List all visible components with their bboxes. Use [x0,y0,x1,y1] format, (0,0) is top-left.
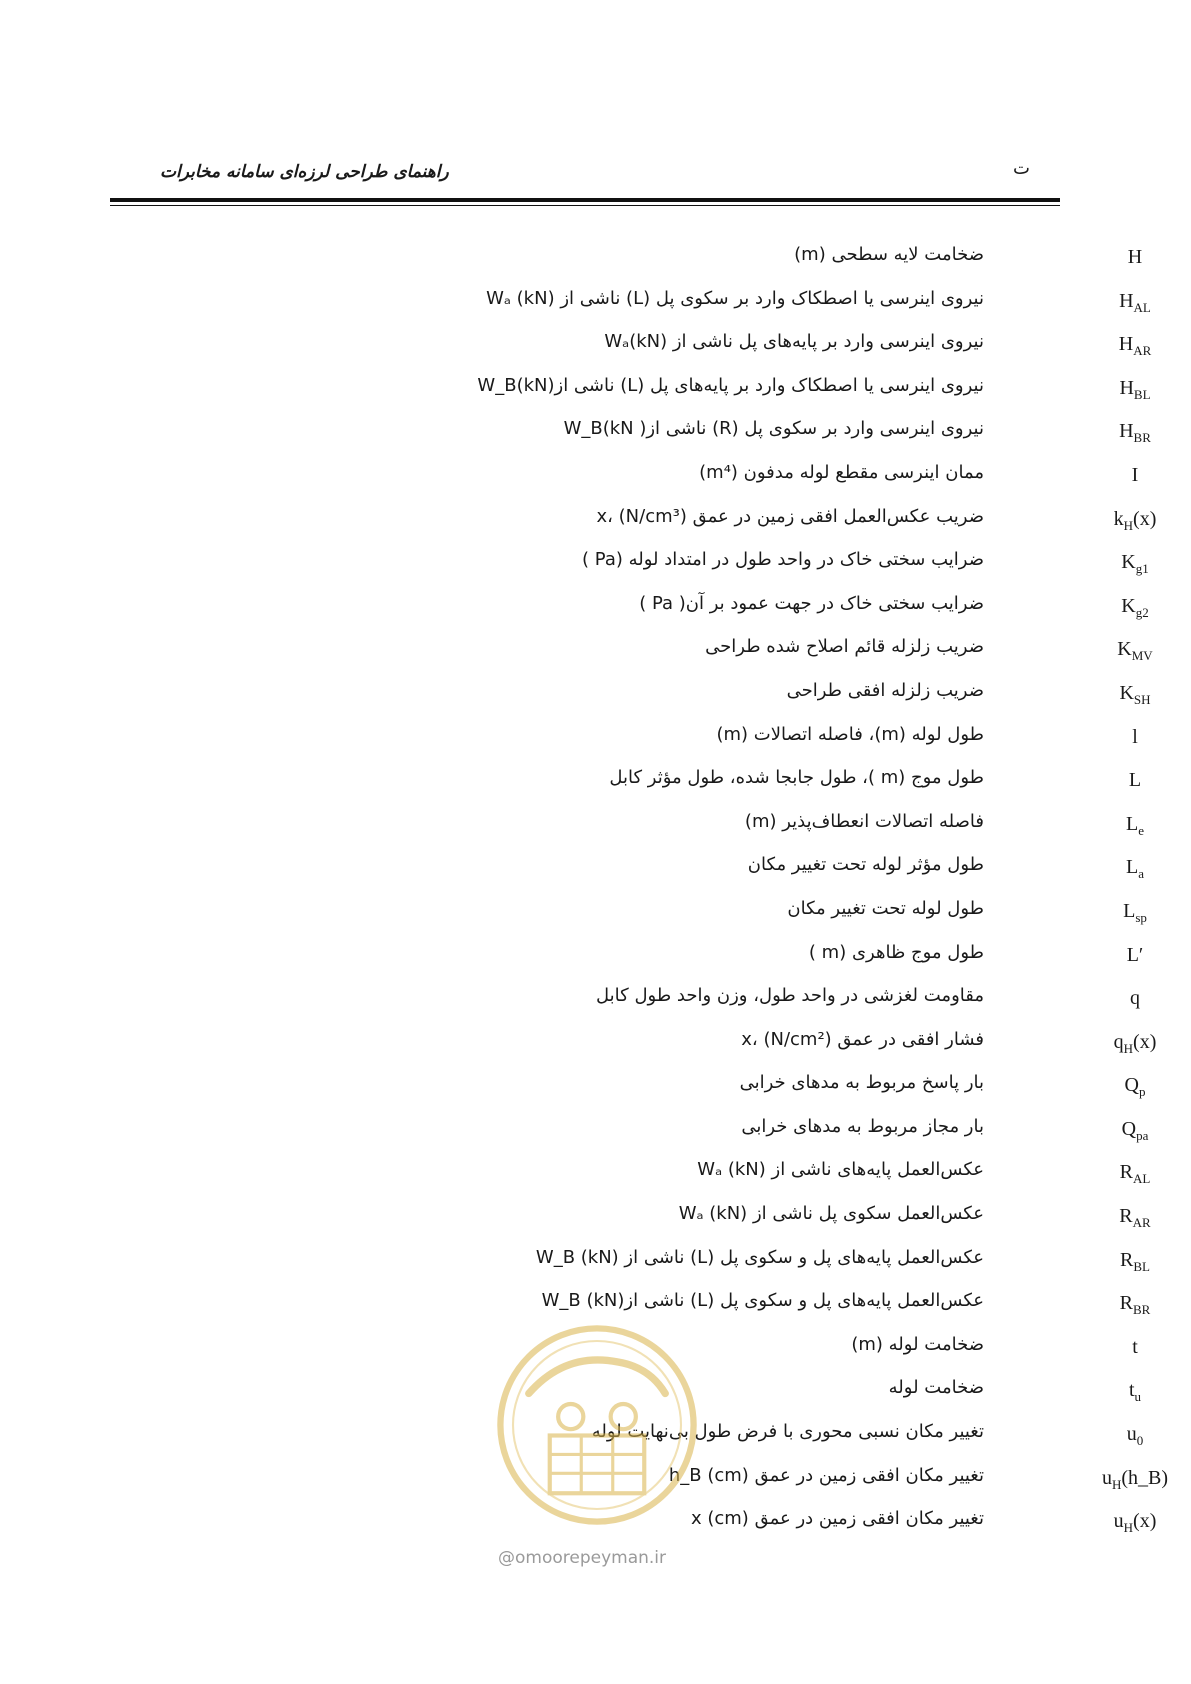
symbol-description: نیروی اینرسی یا اصطکاک وارد بر سکوی پل (L) ناشی از Wₐ (kN) [486,287,984,309]
symbol-description: ضریب زلزله قائم اصلاح شده طراحی [705,636,984,658]
symbol-row [100,940,1144,984]
symbol-row [100,1245,1150,1289]
symbol-row [100,547,1149,591]
symbol: $u_H(x)$ [1113,1510,1157,1536]
symbol-row [100,416,1151,460]
symbol-description: تغییر مکان افقی زمین در عمق h_B (cm) [668,1464,984,1486]
symbol: $K_{g1}$ [1121,551,1149,577]
header-title: راهنمای طراحی لرزه‌ای سامانه مخابرات [160,162,449,182]
symbol-description: طول لوله (m)، فاصله اتصالات (m) [716,723,984,745]
symbol-row [100,852,1144,896]
page-number: ت [1013,158,1030,179]
symbol: t [1132,1335,1138,1358]
symbol: $L_e$ [1126,812,1144,838]
symbol: $Q_{pa}$ [1121,1117,1149,1143]
symbol-description: مقاومت لغزشی در واحد طول، وزن واحد طول کابل [596,985,984,1007]
symbol-row [100,1027,1157,1071]
symbol-row [100,809,1144,853]
symbol: $u_H(h\_B)$ [1101,1466,1169,1492]
symbol: $R_{BR}$ [1119,1292,1151,1318]
symbol: $H_{BR}$ [1119,420,1151,446]
running-header [110,150,1060,190]
symbol-description: ضریب عکس‌العمل افقی زمین در عمق x، (N/cm³) [596,505,984,527]
symbol: H [1127,246,1143,268]
symbol-row [100,634,1153,678]
symbol: $K_{MV}$ [1117,638,1153,664]
symbol-description: ممان اینرسی مقطع لوله مدفون (m⁴) [699,461,984,483]
symbol-row [100,591,1149,635]
symbol: $R_{BL}$ [1120,1248,1150,1274]
symbol: $K_{g2}$ [1121,594,1149,620]
watermark-url: @omoorepeyman.ir [498,1548,667,1568]
symbol-description: عکس‌العمل پایه‌های پل و سکوی پل (L) ناشی از W_B (kN) [535,1246,984,1268]
symbol: $R_{AL}$ [1119,1161,1151,1187]
symbol-row [100,1114,1149,1158]
omoorepeyman-logo-icon [492,1320,702,1530]
symbol: q [1130,987,1140,1010]
symbol: $L_a$ [1126,856,1144,882]
symbol-description: تغییر مکان افقی زمین در عمق x (cm) [690,1508,984,1530]
symbol-description: ضرایب سختی خاک در جهت عمود بر آن( Pa ) [639,592,984,614]
symbol: $H_{BL}$ [1119,376,1151,402]
symbol-row [100,722,1138,766]
symbol-row [100,242,1143,286]
symbol: L′ [1126,943,1144,966]
symbol: L [1128,769,1142,792]
symbol: $k_H(x)$ [1113,507,1157,533]
symbol: $R_{AR}$ [1119,1205,1151,1231]
symbol-description: طول لوله تحت تغییر مکان [787,897,984,919]
symbol: $Q_p$ [1124,1074,1146,1100]
symbol-row [100,286,1151,330]
symbol-description: ضخامت لوله [888,1377,984,1399]
symbol-row [100,765,1142,809]
symbol: $L_{sp}$ [1123,899,1147,925]
symbol-description: ضخامت لوله (m) [851,1333,984,1355]
symbol-row [100,373,1151,417]
symbol-row [100,460,1139,504]
symbol: $H_{AR}$ [1118,333,1152,359]
symbol-description: بار مجاز مربوط به مدهای خرابی [741,1115,984,1137]
symbol-description: نیروی اینرسی وارد بر پایه‌های پل ناشی از Wₐ(kN) [604,331,984,353]
symbol-description: ضریب زلزله افقی طراحی [786,679,984,701]
symbol-description: فشار افقی در عمق x، (N/cm²) [741,1028,984,1050]
symbol-description: طول مؤثر لوله تحت تغییر مکان [747,854,984,876]
symbol: $q_H(x)$ [1113,1030,1157,1056]
symbol-description: طول موج (m )، طول جابجا شده، طول مؤثر کابل [609,767,984,789]
symbol-description: تغییر مکان نسبی محوری با فرض طول بی‌نهایت لوله [591,1421,984,1443]
symbol-row [100,983,1140,1027]
header-rule-thick [110,198,1060,202]
symbol: l [1132,725,1138,748]
symbol-row [100,1201,1151,1245]
symbol-description: عکس‌العمل پایه‌های ناشی از Wₐ (kN) [697,1159,984,1181]
symbol: $u_0$ [1126,1423,1144,1449]
symbol-description: بار پاسخ مربوط به مدهای خرابی [739,1072,984,1094]
symbol: $K_{SH}$ [1119,681,1151,707]
symbol-row [100,896,1147,940]
symbol-description: نیروی اینرسی وارد بر سکوی پل (R) ناشی از( W_B(kN [563,418,984,440]
symbol-row [100,504,1157,548]
symbol-description: فاصله اتصالات انعطاف‌پذیر (m) [744,810,984,832]
symbol-description: عکس‌العمل پایه‌های پل و سکوی پل (L) ناشی ازW_B (kN) [541,1290,984,1312]
symbol-description: طول موج ظاهری (m ) [808,941,984,963]
symbol-description: عکس‌العمل سکوی پل ناشی از Wₐ (kN) [678,1203,984,1225]
symbol: $H_{AL}$ [1119,289,1151,315]
symbol: I [1131,463,1139,486]
symbol-row [100,1157,1151,1201]
header-rule-thin [110,205,1060,206]
symbol-row [100,329,1152,373]
symbol-description: ضخامت لایه سطحی (m) [794,244,984,265]
symbol-row [100,678,1151,722]
symbol-description: ضرایب سختی خاک در واحد طول در امتداد لوله (Pa ) [582,549,984,571]
symbol-row [100,1070,1146,1114]
symbol-description: نیروی اینرسی یا اصطکاک وارد بر پایه‌های پل (L) ناشی ازW_B(kN) [477,374,984,396]
symbol: $t_u$ [1128,1379,1142,1405]
